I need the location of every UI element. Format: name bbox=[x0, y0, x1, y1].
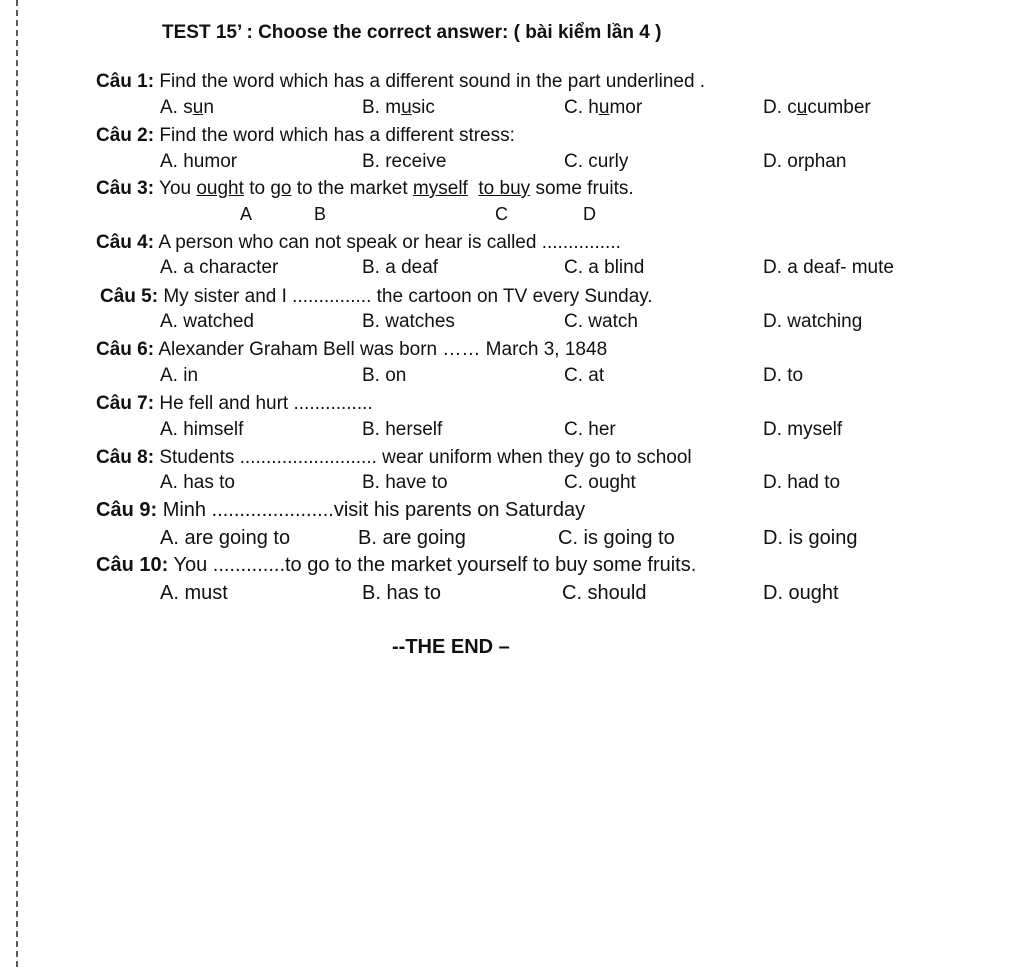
option-d: D. orphan bbox=[763, 151, 847, 172]
underlined-part-b: go bbox=[270, 178, 292, 199]
dashed-margin-line bbox=[16, 0, 18, 967]
option-d: D. ought bbox=[763, 582, 839, 604]
option-c: C. ought bbox=[564, 472, 636, 493]
option-d: D. is going bbox=[763, 527, 858, 549]
question-6 bbox=[96, 338, 607, 362]
option-a: A. himself bbox=[160, 419, 244, 440]
question-4 bbox=[96, 231, 621, 255]
option-a: A. humor bbox=[160, 151, 238, 172]
label-d: D bbox=[583, 204, 596, 224]
question-text: Minh ......................visit his parents on Saturday bbox=[162, 499, 586, 521]
option-a: A. sun bbox=[160, 97, 214, 118]
the-end-footer: --THE END – bbox=[392, 636, 510, 658]
underlined-part-c: myself bbox=[412, 178, 468, 199]
option-b: B. are going bbox=[358, 527, 466, 549]
option-c: C. humor bbox=[564, 97, 643, 118]
question-8 bbox=[96, 446, 692, 470]
option-c: C. at bbox=[564, 365, 605, 386]
option-a: A. a character bbox=[160, 257, 279, 278]
option-a: A. must bbox=[160, 582, 228, 604]
option-c: C. should bbox=[562, 582, 647, 604]
option-d: D. to bbox=[763, 365, 804, 386]
question-text: A person who can not speak or hear is called ............... bbox=[158, 232, 621, 253]
question-10 bbox=[96, 553, 696, 577]
question-number: Câu 8: bbox=[96, 447, 155, 468]
option-d: D. watching bbox=[763, 311, 863, 332]
option-c: C. a blind bbox=[564, 257, 645, 278]
option-d: D. had to bbox=[763, 472, 841, 493]
question-3: Câu 3: You ought to go to the market myself to buy some fruits. bbox=[96, 178, 634, 199]
question-number: Câu 10: bbox=[96, 554, 169, 576]
option-b: B. herself bbox=[362, 419, 443, 440]
option-b: B. have to bbox=[362, 472, 448, 493]
option-c: C. is going to bbox=[558, 527, 675, 549]
option-d: D. myself bbox=[763, 419, 843, 440]
option-a: A. in bbox=[160, 365, 199, 386]
label-b: B bbox=[314, 204, 327, 224]
option-b: B. a deaf bbox=[362, 257, 439, 278]
option-a: A. has to bbox=[160, 472, 235, 493]
question-9 bbox=[96, 498, 585, 522]
test-title: TEST 15’ : Choose the correct answer: ( bài kiểm lần 4 ) bbox=[162, 22, 662, 43]
question-1 bbox=[96, 70, 705, 94]
option-c: C. her bbox=[564, 419, 616, 440]
underlined-part-d: to buy bbox=[478, 178, 531, 199]
question-number: Câu 2: bbox=[96, 125, 155, 146]
question-text: My sister and I ............... the cartoon on TV every Sunday. bbox=[163, 286, 653, 307]
underlined-part-a: ought bbox=[196, 178, 244, 199]
option-a: A. are going to bbox=[160, 527, 291, 549]
question-text: Find the word which has a different sound in the part underlined . bbox=[159, 71, 706, 92]
option-c: C. curly bbox=[564, 151, 629, 172]
question-number: Câu 5: bbox=[100, 286, 159, 307]
question-text: He fell and hurt ............... bbox=[159, 393, 373, 414]
option-b: B. has to bbox=[362, 582, 441, 604]
question-text: You .............to go to the market yourself to buy some fruits. bbox=[173, 554, 697, 576]
question-text: Alexander Graham Bell was born …… March 3, 1848 bbox=[158, 339, 608, 360]
option-b: B. music bbox=[362, 97, 435, 118]
question-5 bbox=[100, 285, 653, 309]
option-b: B. receive bbox=[362, 151, 447, 172]
question-text: Students .......................... wear uniform when they go to school bbox=[159, 447, 692, 468]
option-c: C. watch bbox=[564, 311, 638, 332]
option-a: A. watched bbox=[160, 311, 254, 332]
question-text: Find the word which has a different stress: bbox=[159, 125, 515, 146]
option-b: B. on bbox=[362, 365, 407, 386]
label-c: C bbox=[495, 204, 508, 224]
question-number: Câu 6: bbox=[96, 339, 155, 360]
question-2 bbox=[96, 124, 515, 148]
option-d: D. cucumber bbox=[763, 97, 871, 118]
question-number: Câu 4: bbox=[96, 232, 155, 253]
label-a: A bbox=[240, 204, 253, 224]
question-number: Câu 7: bbox=[96, 393, 155, 414]
question-7 bbox=[96, 392, 373, 416]
question-number: Câu 9: bbox=[96, 499, 158, 521]
question-number: Câu 1: bbox=[96, 71, 155, 92]
option-d: D. a deaf- mute bbox=[763, 257, 894, 278]
question-number: Câu 3: bbox=[96, 178, 155, 199]
option-b: B. watches bbox=[362, 311, 455, 332]
